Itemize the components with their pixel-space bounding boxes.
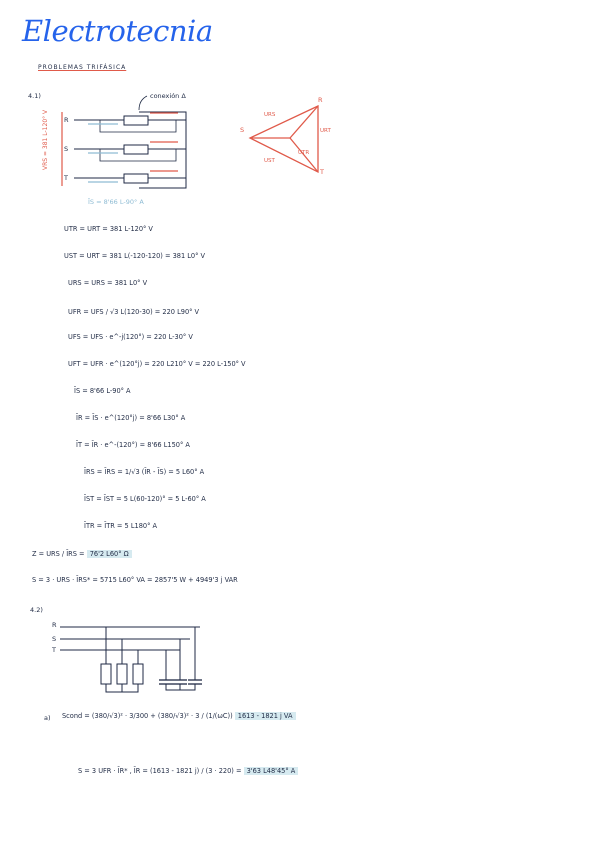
current-equation (78, 767, 298, 775)
capacitor-eq-result: 1613 - 1821 j VA (235, 712, 296, 720)
page-title: Electrotecnia (22, 14, 213, 48)
current-eq-result: 3'63 L48'45° A (244, 767, 299, 775)
current-note: ĪS = 8'66 L-90° A (88, 198, 144, 206)
current-eq-lhs: S = 3 UFR · ĪR* , ĪR = (1613 - 1821 j) / (3 · 220) = (78, 767, 242, 775)
problem-2-label: 4.2) (30, 606, 43, 614)
equation-1: UTR = URT = 381 L-120° V (64, 225, 153, 233)
phase-label-t: T (64, 174, 68, 182)
delta-label-urt: URT (320, 128, 331, 134)
equation-7: ĪS = 8'66 L-90° A (74, 387, 131, 395)
equation-4: UFR = UFS / √3 L(120-30) = 220 L90° V (68, 308, 200, 316)
equation-5: UFS = UFS · e^-j(120°) = 220 L-30° V (68, 333, 193, 341)
equation-6: UFT = UFR · e^(120°j) = 220 L210° V = 220 L-150° V (68, 360, 246, 368)
impedance-result: 76'2 L60° Ω (87, 550, 132, 558)
power-equation: S = 3 · URS · ĪRS* = 5715 L60° VA = 2857'5 W + 4949'3 j VAR (32, 576, 238, 584)
equation-11: ĪST = ĪST = 5 L(60-120)° = 5 L-60° A (84, 495, 206, 503)
delta-node-t: T (320, 168, 324, 176)
equation-3: URS = URS = 381 L0° V (68, 279, 148, 287)
capacitor-eq-lhs: Scond = (380/√3)² · 3/300 + (380/√3)² · 3 / (1/(ωC)) (62, 712, 233, 720)
phase-label-r: R (64, 116, 69, 124)
equation-8: ĪR = ĪS · e^(120°j) = 8'66 L30° A (76, 414, 186, 422)
delta-label-ust: UST (264, 158, 275, 164)
equation-2: UST = URT = 381 L(-120-120) = 381 L0° V (64, 252, 206, 260)
connection-note: conexión Δ (150, 92, 186, 100)
impedance-lhs: Z = URS / ĪRS = (32, 550, 85, 558)
section-subtitle: PROBLEMAS TRIFÁSICA (38, 64, 127, 71)
equation-10: ĪRS = ĪRS = 1/√3 (ĪR - ĪS) = 5 L60° A (84, 468, 205, 476)
vertical-voltage-label: VRS = 381 L-120° V (42, 109, 49, 170)
capacitor-equation (62, 712, 296, 720)
phase-label-2-r: R (52, 621, 57, 629)
sub-label-a: a) (44, 714, 51, 722)
delta-label-utr: UTR (298, 150, 310, 156)
equation-9: ĪT = ĪR · e^-(120°) = 8'66 L150° A (76, 441, 190, 449)
delta-node-r: R (318, 96, 323, 104)
phase-label-s: S (64, 145, 69, 153)
phase-label-2-t: T (52, 646, 56, 654)
problem-1-label: 4.1) (28, 92, 41, 100)
delta-node-s: S (240, 126, 245, 134)
equation-12: ĪTR = ĪTR = 5 L180° A (84, 522, 157, 530)
delta-label-urs: URS (264, 112, 276, 118)
phase-label-2-s: S (52, 635, 57, 643)
